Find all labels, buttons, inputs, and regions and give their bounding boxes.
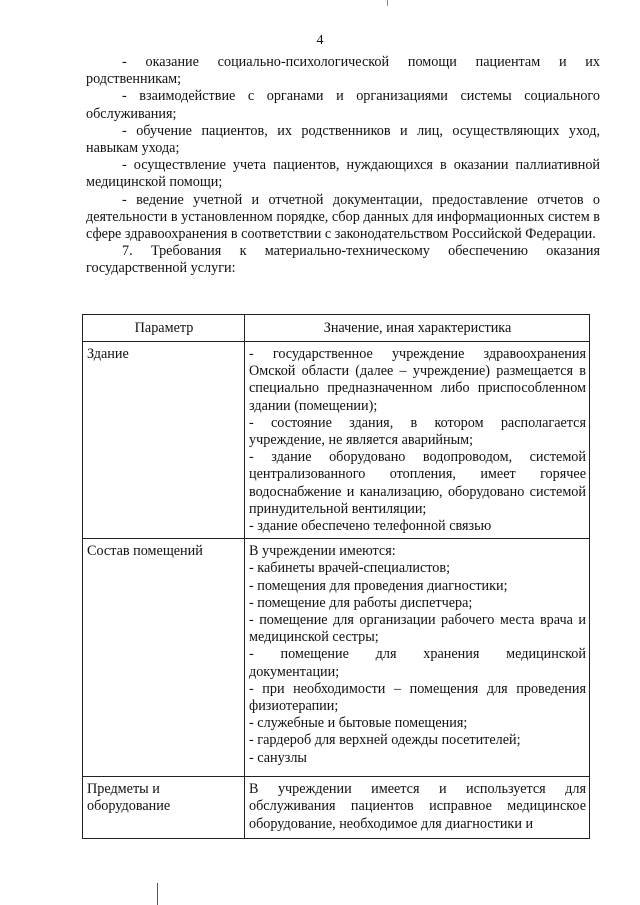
- value-line: - санузлы: [249, 749, 307, 766]
- row-value: [245, 342, 590, 539]
- value-line: - состояние здания, в котором располагается учреждение, не является аварийным;: [249, 414, 586, 449]
- header-value: Значение, иная характеристика: [245, 315, 590, 342]
- value-line: - здание оборудовано водопроводом, системой централизованного отопления, имеет горячее водоснабжение и канализацию, оборудовано системой принудительной вентиляции;: [249, 449, 586, 517]
- scan-mark-top: [387, 0, 388, 6]
- value-line: - помещение для организации рабочего места врача и медицинской сестры;: [249, 612, 586, 646]
- requirements-table: [82, 314, 590, 839]
- row-param: Состав помещений: [83, 539, 245, 777]
- paragraph: - осуществление учета пациентов, нуждающихся в оказании паллиативной медицинской помощи;: [86, 157, 600, 191]
- value-line: - помещения для проведения диагностики;: [249, 577, 508, 594]
- value-line: - государственное учреждение здравоохранения Омской области (далее – учреждение) размещается в специально предназначенном либо приспособленном здании (помещении);: [249, 346, 586, 414]
- value-line: В учреждении имеются:: [249, 543, 396, 560]
- table-header-row: [83, 315, 590, 342]
- value-line: - здание обеспечено телефонной связью: [249, 518, 492, 535]
- header-param: Параметр: [83, 315, 245, 342]
- row-value: [245, 539, 590, 777]
- table-row: [83, 342, 590, 539]
- paragraph: 7. Требования к материально-техническому обеспечению оказания государственной услуги:: [86, 243, 600, 277]
- row-param: Здание: [83, 342, 245, 539]
- value-line: - помещение для работы диспетчера;: [249, 594, 473, 611]
- value-line: - кабинеты врачей-специалистов;: [249, 560, 451, 577]
- table-row: [83, 777, 590, 839]
- value-line: - помещение для хранения медицинской документации;: [249, 646, 586, 680]
- row-value: [245, 777, 590, 839]
- value-line: В учреждении имеется и используется для обслуживания пациентов исправное медицинское оборудование, необходимое для диагностики и: [249, 781, 586, 832]
- scan-mark-bottom: [157, 883, 158, 905]
- paragraph: - обучение пациентов, их родственников и лиц, осуществляющих уход, навыкам ухода;: [86, 122, 600, 157]
- value-line: - гардероб для верхней одежды посетителей;: [249, 732, 521, 749]
- page-number: 4: [316, 33, 324, 48]
- paragraph: - оказание социально-психологической помощи пациентам и их родственникам;: [86, 54, 600, 88]
- value-line: - служебные и бытовые помещения;: [249, 715, 468, 732]
- value-line: - при необходимости – помещения для проведения физиотерапии;: [249, 680, 586, 715]
- table-row: [83, 539, 590, 777]
- row-param: Предметы и оборудование: [83, 777, 245, 839]
- paragraph: - взаимодействие с органами и организациями системы социального обслуживания;: [86, 88, 600, 122]
- paragraph: - ведение учетной и отчетной документации, предоставление отчетов о деятельности в установленном порядке, сбор данных для информационных систем в сфере здравоохранения в соответствии с законодательством Российской Федерации.: [86, 191, 600, 243]
- document-body: [86, 54, 600, 278]
